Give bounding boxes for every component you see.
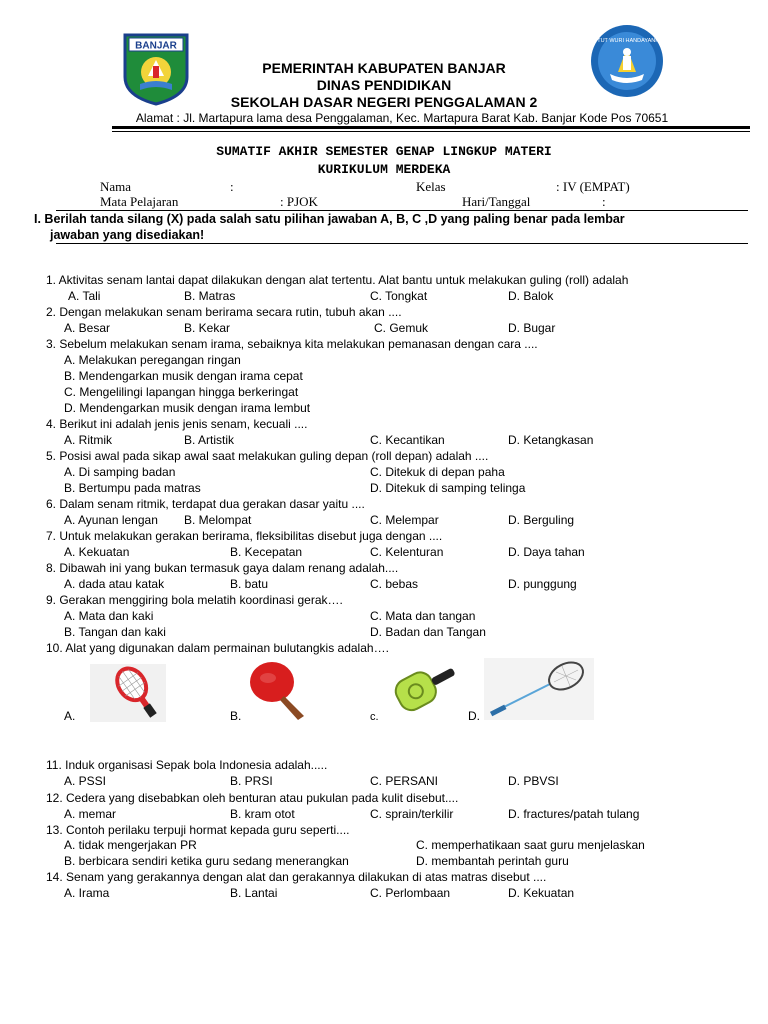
question-5: 5. Posisi awal pada sikap awal saat melakukan guling depan (roll depan) adalah .... [46, 449, 489, 463]
q8-option-a[interactable]: A. dada atau katak [64, 577, 165, 591]
q11-option-b[interactable]: B. PRSI [230, 774, 273, 788]
question-1: 1. Aktivitas senam lantai dapat dilakukan dengan alat tertentu. Alat bantu untuk melakukan guling (roll) adalah [46, 273, 629, 287]
question-9: 9. Gerakan menggiring bola melatih koordinasi gerak…. [46, 593, 343, 607]
pickleball-paddle-image[interactable] [390, 660, 462, 714]
tennis-racket-image[interactable] [90, 664, 166, 722]
ping-pong-paddle-image[interactable] [246, 658, 312, 722]
q6-option-b[interactable]: B. Melompat [184, 513, 252, 527]
q2-option-c[interactable]: C. Gemuk [374, 321, 429, 335]
q7-option-c[interactable]: C. Kelenturan [370, 545, 444, 559]
hari-colon: : [602, 194, 606, 209]
q5-option-c[interactable]: C. Ditekuk di depan paha [370, 465, 505, 479]
header-line2: DINAS PENDIDIKAN [316, 77, 452, 93]
q10-option-b[interactable]: B. [230, 709, 242, 723]
q7-option-d[interactable]: D. Daya tahan [508, 545, 585, 559]
question-6: 6. Dalam senam ritmik, terdapat dua gerakan dasar yaitu .... [46, 497, 365, 511]
q13-option-c[interactable]: C. memperhatikaan saat guru menjelaskan [416, 838, 645, 852]
q5-option-a[interactable]: A. Di samping badan [64, 465, 176, 479]
q6-option-c[interactable]: C. Melempar [370, 513, 439, 527]
q12-option-a[interactable]: A. memar [64, 807, 117, 821]
q13-option-a[interactable]: A. tidak mengerjakan PR [64, 838, 197, 852]
q14-option-b[interactable]: B. Lantai [230, 886, 278, 900]
q4-option-a[interactable]: A. Ritmik [64, 433, 112, 447]
q7-option-b[interactable]: B. Kecepatan [230, 545, 303, 559]
question-2: 2. Dengan melakukan senam berirama secara rutin, tubuh akan .... [46, 305, 402, 319]
q9-option-d[interactable]: D. Badan dan Tangan [370, 625, 486, 639]
exam-title: SUMATIF AKHIR SEMESTER GENAP LINGKUP MATERI [216, 144, 552, 159]
header-address: Alamat : Jl. Martapura lama desa Penggalaman, Kec. Martapura Barat Kab. Banjar Kode Pos 70651 [135, 111, 669, 125]
q6-option-d[interactable]: D. Berguling [508, 513, 575, 527]
q12-option-d[interactable]: D. fractures/patah tulang [508, 807, 640, 821]
header-rule-thin [112, 131, 750, 132]
q14-option-c[interactable]: C. Perlombaan [370, 886, 451, 900]
header-line3: SEKOLAH DASAR NEGERI PENGGALAMAN 2 [230, 94, 538, 110]
question-7: 7. Untuk melakukan gerakan berirama, fleksibilitas disebut juga dengan .... [46, 529, 443, 543]
q6-option-a[interactable]: A. Ayunan lengan [64, 513, 158, 527]
hari-label: Hari/Tanggal [462, 194, 531, 209]
mapel-label: Mata Pelajaran [100, 194, 179, 209]
q3-option-c[interactable]: C. Mengelilingi lapangan hingga berkeringat [64, 385, 299, 399]
q1-option-a[interactable]: A. Tali [68, 289, 101, 303]
q1-option-b[interactable]: B. Matras [184, 289, 236, 303]
q11-option-c[interactable]: C. PERSANI [370, 774, 439, 788]
instruction-line1: I. Berilah tanda silang (X) pada salah satu pilihan jawaban A, B, C ,D yang paling benar pada lembar [34, 212, 625, 226]
question-8: 8. Dibawah ini yang bukan termasuk gaya dalam renang adalah.... [46, 561, 399, 575]
q14-option-a[interactable]: A. Irama [64, 886, 110, 900]
mapel-value: : PJOK [280, 194, 318, 209]
q12-option-c[interactable]: C. sprain/terkilir [370, 807, 454, 821]
q2-option-a[interactable]: A. Besar [64, 321, 111, 335]
exam-subtitle: KURIKULUM MERDEKA [317, 162, 451, 177]
q9-option-a[interactable]: A. Mata dan kaki [64, 609, 154, 623]
q10-option-a[interactable]: A. [64, 709, 76, 723]
kelas-label: Kelas [416, 179, 446, 194]
question-10: 10. Alat yang digunakan dalam permainan bulutangkis adalah…. [46, 641, 389, 655]
q12-option-b[interactable]: B. kram otot [230, 807, 295, 821]
q8-option-c[interactable]: C. bebas [370, 577, 419, 591]
q5-option-d[interactable]: D. Ditekuk di samping telinga [370, 481, 526, 495]
instruction-line2: jawaban yang disediakan! [50, 228, 205, 242]
q14-option-d[interactable]: D. Kekuatan [508, 886, 575, 900]
header-rule-thick [112, 126, 750, 129]
q10-option-c[interactable]: c. [370, 711, 379, 723]
q3-option-b[interactable]: B. Mendengarkan musik dengan irama cepat [64, 369, 303, 383]
nama-label: Nama [100, 179, 132, 194]
question-3: 3. Sebelum melakukan senam irama, sebaiknya kita melakukan pemanasan dengan cara .... [46, 337, 538, 351]
question-12: 12. Cedera yang disebabkan oleh benturan atau pukulan pada kulit disebut.... [46, 791, 459, 805]
q4-option-d[interactable]: D. Ketangkasan [508, 433, 594, 447]
q1-option-d[interactable]: D. Balok [508, 289, 554, 303]
q4-option-c[interactable]: C. Kecantikan [370, 433, 445, 447]
kelas-value: : IV (EMPAT) [556, 179, 630, 194]
q1-option-c[interactable]: C. Tongkat [370, 289, 428, 303]
q2-option-d[interactable]: D. Bugar [508, 321, 556, 335]
q8-option-d[interactable]: D. punggung [508, 577, 577, 591]
q10-option-d[interactable]: D. [468, 709, 480, 723]
question-4: 4. Berikut ini adalah jenis jenis senam, kecuali .... [46, 417, 308, 431]
q9-option-b[interactable]: B. Tangan dan kaki [64, 625, 166, 639]
q11-option-a[interactable]: A. PSSI [64, 774, 107, 788]
q9-option-c[interactable]: C. Mata dan tangan [370, 609, 476, 623]
question-13: 13. Contoh perilaku terpuji hormat kepada guru seperti.... [46, 823, 350, 837]
q3-option-a[interactable]: A. Melakukan peregangan ringan [64, 353, 241, 367]
q3-option-d[interactable]: D. Mendengarkan musik dengan irama lembut [64, 401, 311, 415]
svg-text:BANJAR: BANJAR [135, 40, 177, 52]
question-14: 14. Senam yang gerakannya dengan alat dan gerakannya dilakukan di atas matras disebut .... [46, 870, 547, 884]
q13-option-b[interactable]: B. berbicara sendiri ketika guru sedang menerangkan [64, 854, 349, 868]
q7-option-a[interactable]: A. Kekuatan [64, 545, 130, 559]
instruction [34, 211, 754, 243]
q4-option-b[interactable]: B. Artistik [184, 433, 235, 447]
header-line1: PEMERINTAH KABUPATEN BANJAR [262, 60, 506, 76]
q2-option-b[interactable]: B. Kekar [184, 321, 231, 335]
q11-option-d[interactable]: D. PBVSI [508, 774, 559, 788]
q8-option-b[interactable]: B. batu [230, 577, 269, 591]
svg-text:TUT WURI HANDAYANI: TUT WURI HANDAYANI [597, 38, 657, 44]
nama-colon: : [230, 179, 234, 194]
badminton-racket-image[interactable] [484, 658, 594, 720]
q13-option-d[interactable]: D. membantah perintah guru [416, 854, 569, 868]
question-11: 11. Induk organisasi Sepak bola Indonesia adalah..... [46, 758, 328, 772]
q5-option-b[interactable]: B. Bertumpu pada matras [64, 481, 201, 495]
